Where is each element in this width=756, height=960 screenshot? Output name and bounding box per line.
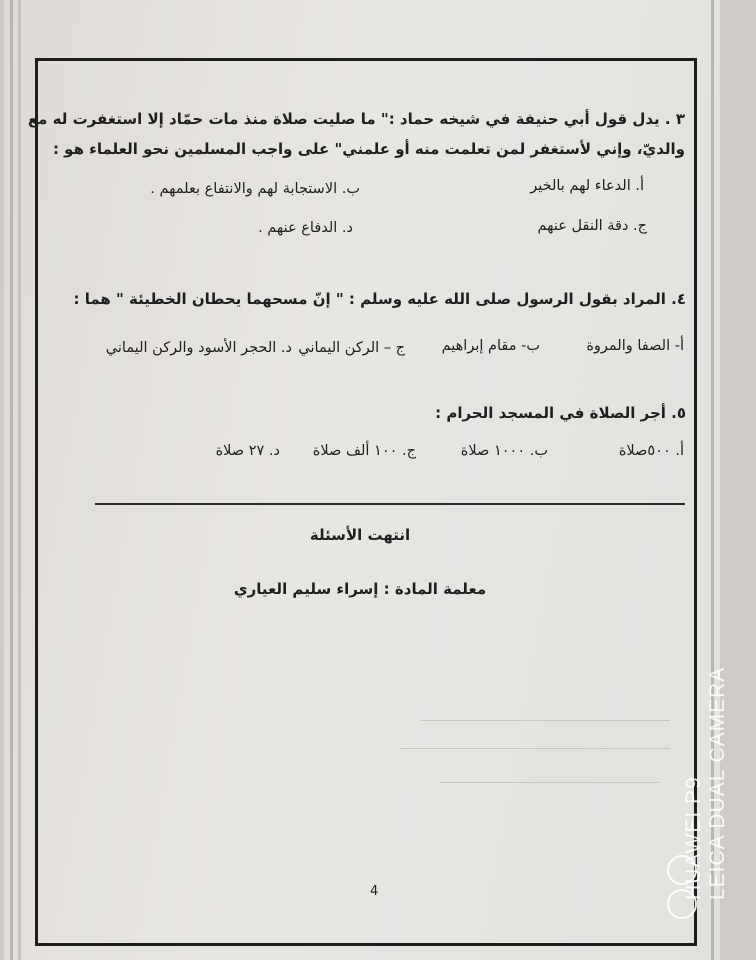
teacher-signature-line: معلمة المادة : إسراء سليم العياري <box>233 580 487 598</box>
bleed-through-line <box>400 748 670 749</box>
question-5-text: ٥. أجر الصلاة في المسجد الحرام : <box>435 404 686 422</box>
separator-line <box>95 503 685 505</box>
question-3-option-a: أ. الدعاء لهم بالخير <box>530 178 644 194</box>
end-of-questions-title: انتهت الأسئلة <box>309 526 411 544</box>
question-4-option-d: د. الحجر الأسود والركن اليماني <box>105 340 292 356</box>
bleed-through-line <box>440 782 660 783</box>
question-3-option-b: ب. الاستجابة لهم والانتفاع بعلمهم . <box>150 181 360 197</box>
question-3-option-c: ج. دقة النقل عنهم <box>537 218 647 234</box>
question-4-option-a: أ- الصفا والمروة <box>586 338 684 354</box>
paper-edge-left <box>10 0 13 960</box>
question-3-option-d: د. الدفاع عنهم . <box>258 220 353 236</box>
leica-logo-icon <box>667 855 697 923</box>
watermark-model: HUAWEI P9 <box>682 776 705 900</box>
question-3-line-2: والديّ، وإني لأستغفر لمن تعلمت منه أو علمني" على واجب المسلمين نحو العلماء هو : <box>52 140 685 158</box>
bleed-through-line <box>420 720 670 721</box>
question-5-option-c: ج. ١٠٠ ألف صلاة <box>312 443 416 459</box>
watermark-camera: LEICA DUAL CAMERA <box>706 666 729 900</box>
question-5-option-b: ب. ١٠٠٠ صلاة <box>460 443 548 459</box>
question-3-line-1: ٣ . يدل قول أبي حنيفة في شيخه حماد :" ما صليت صلاة منذ مات حمّاد إلا استغفرت له مع <box>27 110 685 128</box>
page-number: 4 <box>370 884 379 899</box>
question-5-option-a: أ. ٥٠٠صلاة <box>618 443 684 459</box>
question-4-option-c: ج – الركن اليماني <box>298 340 405 356</box>
question-5-option-d: د. ٢٧ صلاة <box>215 443 280 459</box>
question-4-text: ٤. المراد بقول الرسول صلى الله عليه وسلم : " إنّ مسحهما يحطان الخطيئة " هما : <box>73 290 686 308</box>
question-4-option-b: ب- مقام إبراهيم <box>441 338 540 354</box>
paper-edge-left-inner <box>18 0 21 960</box>
